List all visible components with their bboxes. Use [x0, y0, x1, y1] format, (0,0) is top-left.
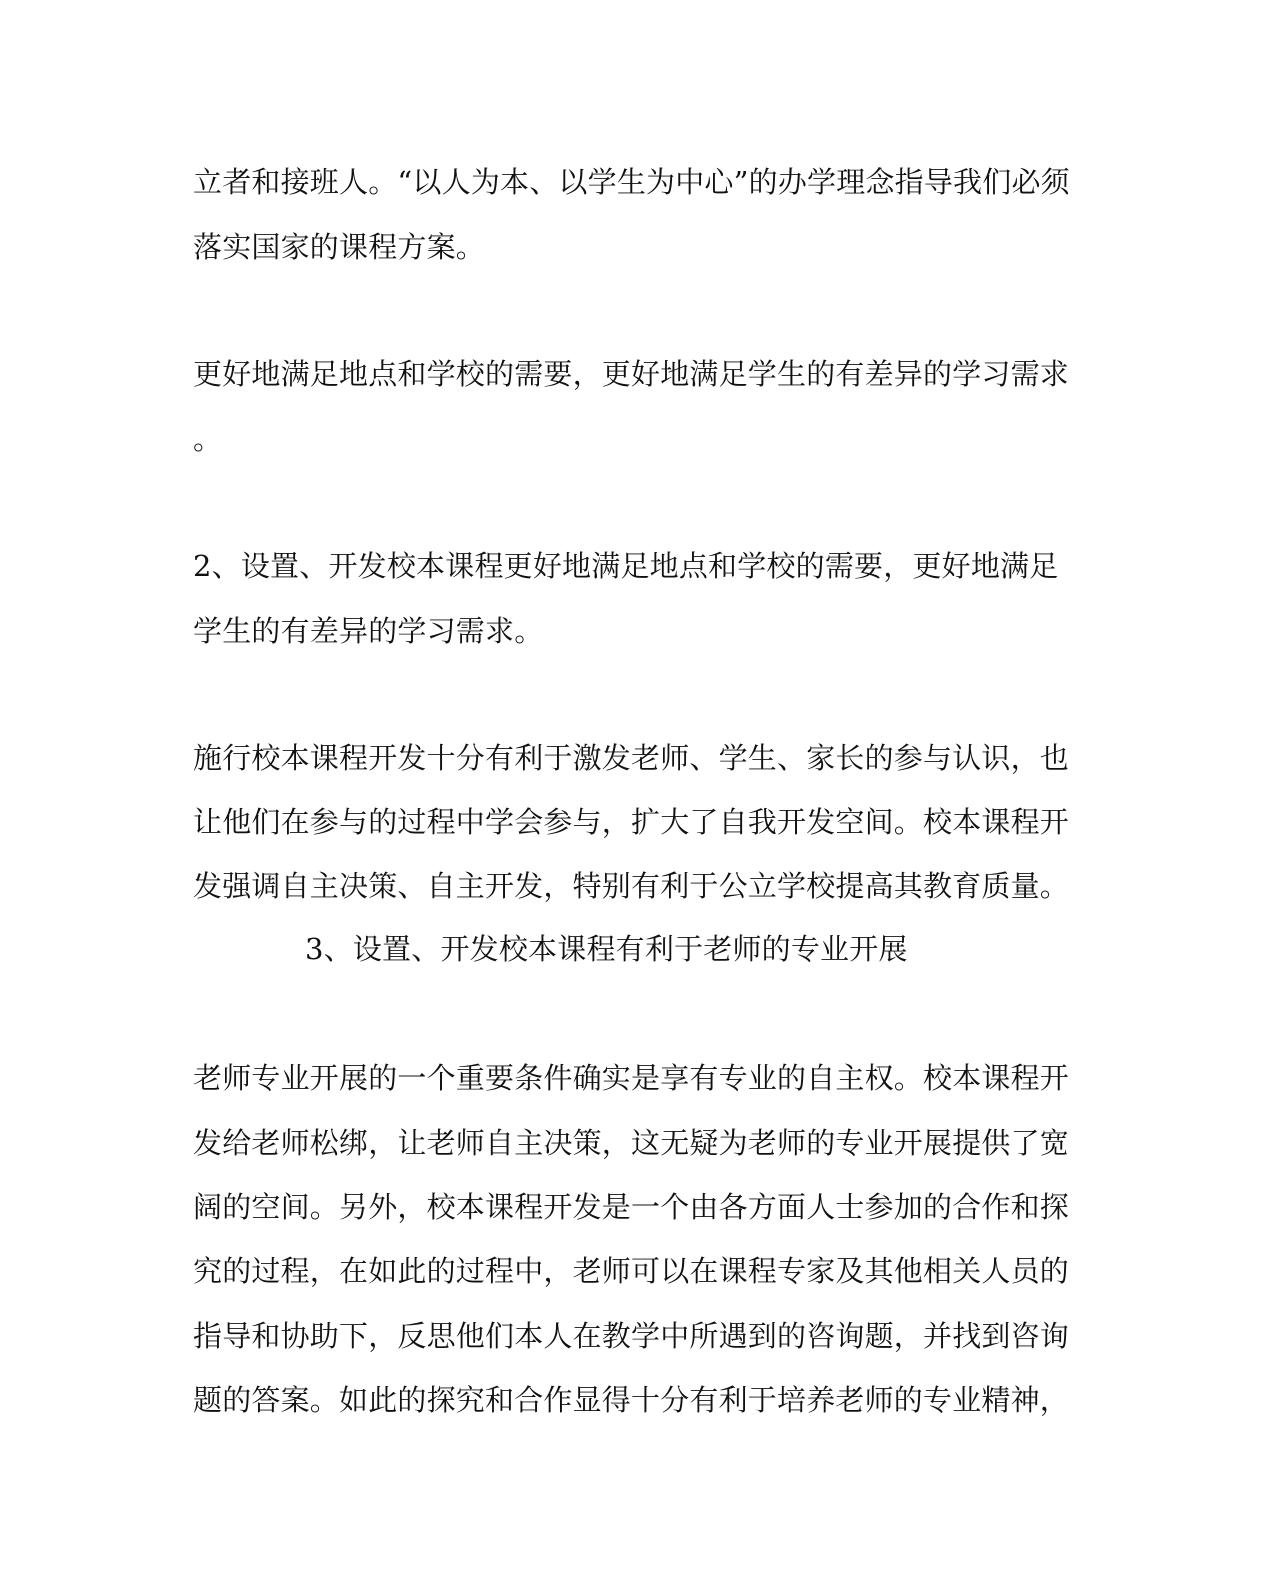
- text-line: 让他们在参与的过程中学会参与，扩大了自我开发空间。校本课程开: [193, 805, 1070, 839]
- text-line: 立者和接班人。“以人为本、以学生为中心”的办学理念指导我们必须: [193, 165, 1070, 199]
- text-line: 施行校本课程开发十分有利于激发老师、学生、家长的参与认识，也: [193, 741, 1070, 775]
- text-line: 题的答案。如此的探究和合作显得十分有利于培养老师的专业精神，: [193, 1383, 1070, 1417]
- text-line: 发给老师松绑，让老师自主决策，这无疑为老师的专业开展提供了宽: [193, 1126, 1070, 1160]
- section-heading: 3、设置、开发校本课程有利于老师的专业开展: [305, 932, 908, 966]
- text-line: 指导和协助下，反思他们本人在教学中所遇到的咨询题，并找到咨询: [193, 1319, 1070, 1353]
- text-line: 究的过程，在如此的过程中，老师可以在课程专家及其他相关人员的: [193, 1254, 1070, 1288]
- text-line: 老师专业开展的一个重要条件确实是享有专业的自主权。校本课程开: [193, 1061, 1070, 1095]
- text-line: 发强调自主决策、自主开发，特别有利于公立学校提高其教育质量。: [193, 869, 1070, 903]
- text-line: 学生的有差异的学习需求。: [193, 614, 544, 648]
- text-line: 2、设置、开发校本课程更好地满足地点和学校的需要，更好地满足: [193, 549, 1059, 583]
- text-line: 更好地满足地点和学校的需要，更好地满足学生的有差异的学习需求: [193, 357, 1070, 391]
- text-line: 阔的空间。另外，校本课程开发是一个由各方面人士参加的合作和探: [193, 1190, 1070, 1224]
- text-line: 落实国家的课程方案。: [193, 230, 486, 264]
- text-line: 。: [193, 422, 223, 456]
